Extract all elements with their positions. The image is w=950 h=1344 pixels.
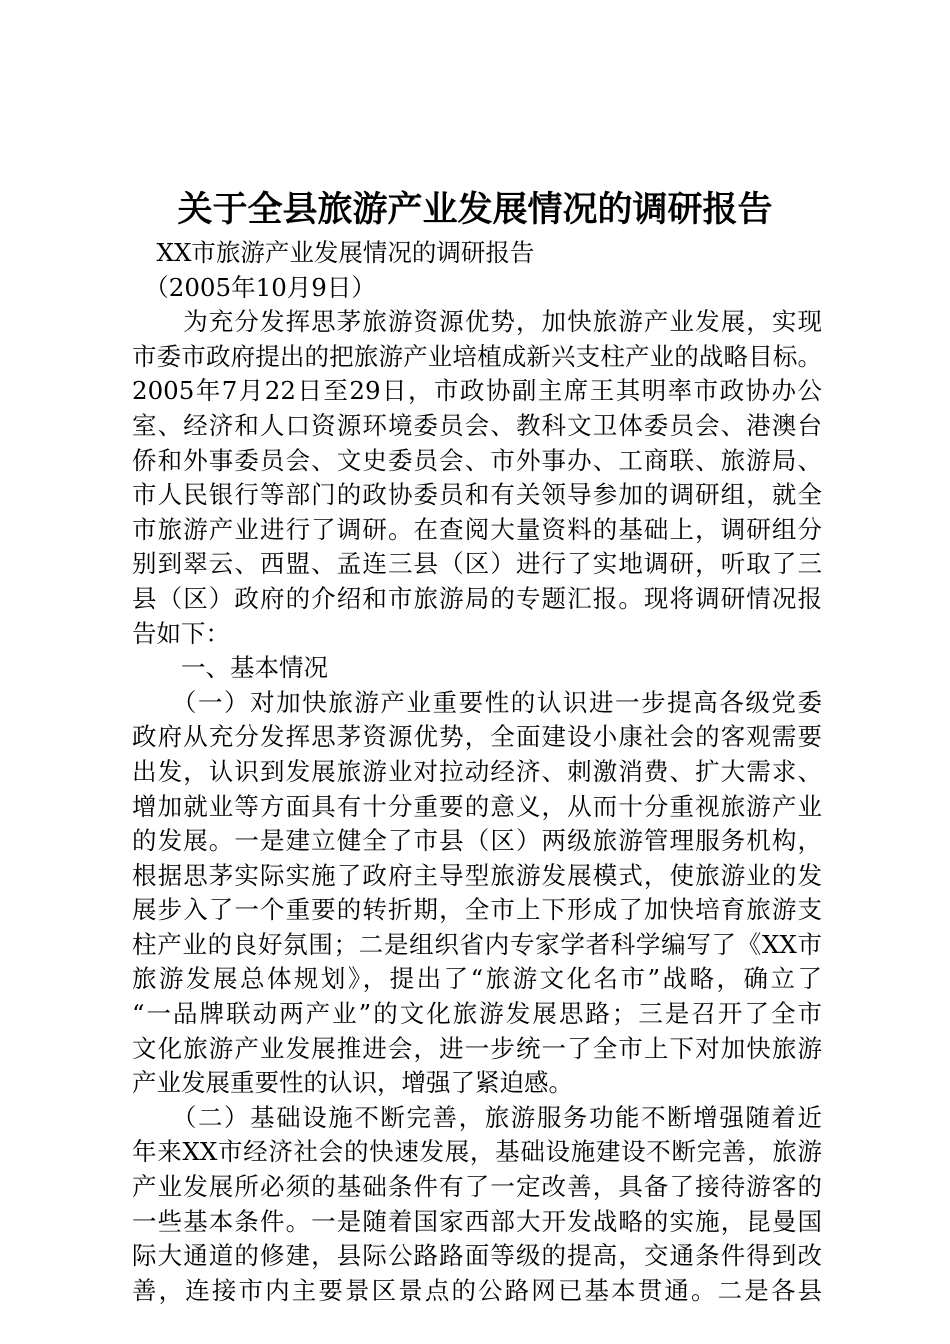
body-line: XX市旅游产业发展情况的调研报告 <box>132 238 535 267</box>
body-line: （二）基础设施不断完善，旅游服务功能不断增强随着近 <box>132 1102 822 1132</box>
body-line: （一）对加快旅游产业重要性的认识进一步提高各级党委 <box>132 687 822 717</box>
body-line: 年来XX市经济社会的快速发展，基础设施建设不断完善，旅游 <box>132 1137 822 1167</box>
body-line: 市委市政府提出的把旅游产业培植成新兴支柱产业的战略目标。 <box>132 341 822 371</box>
document-body <box>132 236 822 1308</box>
body-line: 出发，认识到发展旅游业对拉动经济、刺激消费、扩大需求、 <box>132 756 822 786</box>
body-line: 市人民银行等部门的政协委员和有关领导参加的调研组，就全 <box>132 480 822 510</box>
body-line: 展步入了一个重要的转折期，全市上下形成了加快培育旅游支 <box>132 895 822 925</box>
body-line: 产业发展重要性的认识，增强了紧迫感。 <box>132 1068 573 1098</box>
body-line: 政府从充分发挥思茅资源优势，全面建设小康社会的客观需要 <box>132 722 822 752</box>
document-title: 关于全县旅游产业发展情况的调研报告 <box>177 189 773 230</box>
body-line: “一品牌联动两产业”的文化旅游发展思路；三是召开了全市 <box>132 999 822 1029</box>
body-line: 际大通道的修建，县际公路路面等级的提高，交通条件得到改 <box>132 1241 822 1271</box>
body-line: 告如下： <box>132 618 230 648</box>
body-line: 县（区）政府的介绍和市旅游局的专题汇报。现将调研情况报 <box>132 583 822 613</box>
body-line: （2005年10月9日） <box>132 272 376 302</box>
body-line: 柱产业的良好氛围；二是组织省内专家学者科学编写了《XX市 <box>132 929 822 959</box>
body-line: 善，连接市内主要景区景点的公路网已基本贯通。二是各县 <box>132 1275 822 1305</box>
body-line: 侨和外事委员会、文史委员会、市外事办、工商联、旅游局、 <box>132 445 822 475</box>
body-line: 文化旅游产业发展推进会，进一步统一了全市上下对加快旅游 <box>132 1033 822 1063</box>
body-line: 为充分发挥思茅旅游资源优势，加快旅游产业发展，实现 <box>132 307 822 337</box>
body-line: 增加就业等方面具有十分重要的意义，从而十分重视旅游产业 <box>132 791 822 821</box>
body-line: 一些基本条件。一是随着国家西部大开发战略的实施，昆曼国 <box>132 1206 822 1236</box>
body-line: 室、经济和人口资源环境委员会、教科文卫体委员会、港澳台 <box>132 410 822 440</box>
body-line: 的发展。一是建立健全了市县（区）两级旅游管理服务机构， <box>132 826 822 856</box>
body-line: 产业发展所必须的基础条件有了一定改善，具备了接待游客的 <box>132 1172 822 1202</box>
body-line: 旅游发展总体规划》，提出了“旅游文化名市”战略，确立了 <box>132 964 822 994</box>
body-line: 市旅游产业进行了调研。在查阅大量资料的基础上，调研组分 <box>132 514 822 544</box>
body-line: 根据思茅实际实施了政府主导型旅游发展模式，使旅游业的发 <box>132 860 822 890</box>
body-line: 一、基本情况 <box>132 653 328 683</box>
body-line: 2005年7月22日至29日，市政协副主席王其明率市政协办公 <box>132 376 822 406</box>
body-line: 别到翠云、西盟、孟连三县（区）进行了实地调研，听取了三 <box>132 549 822 579</box>
